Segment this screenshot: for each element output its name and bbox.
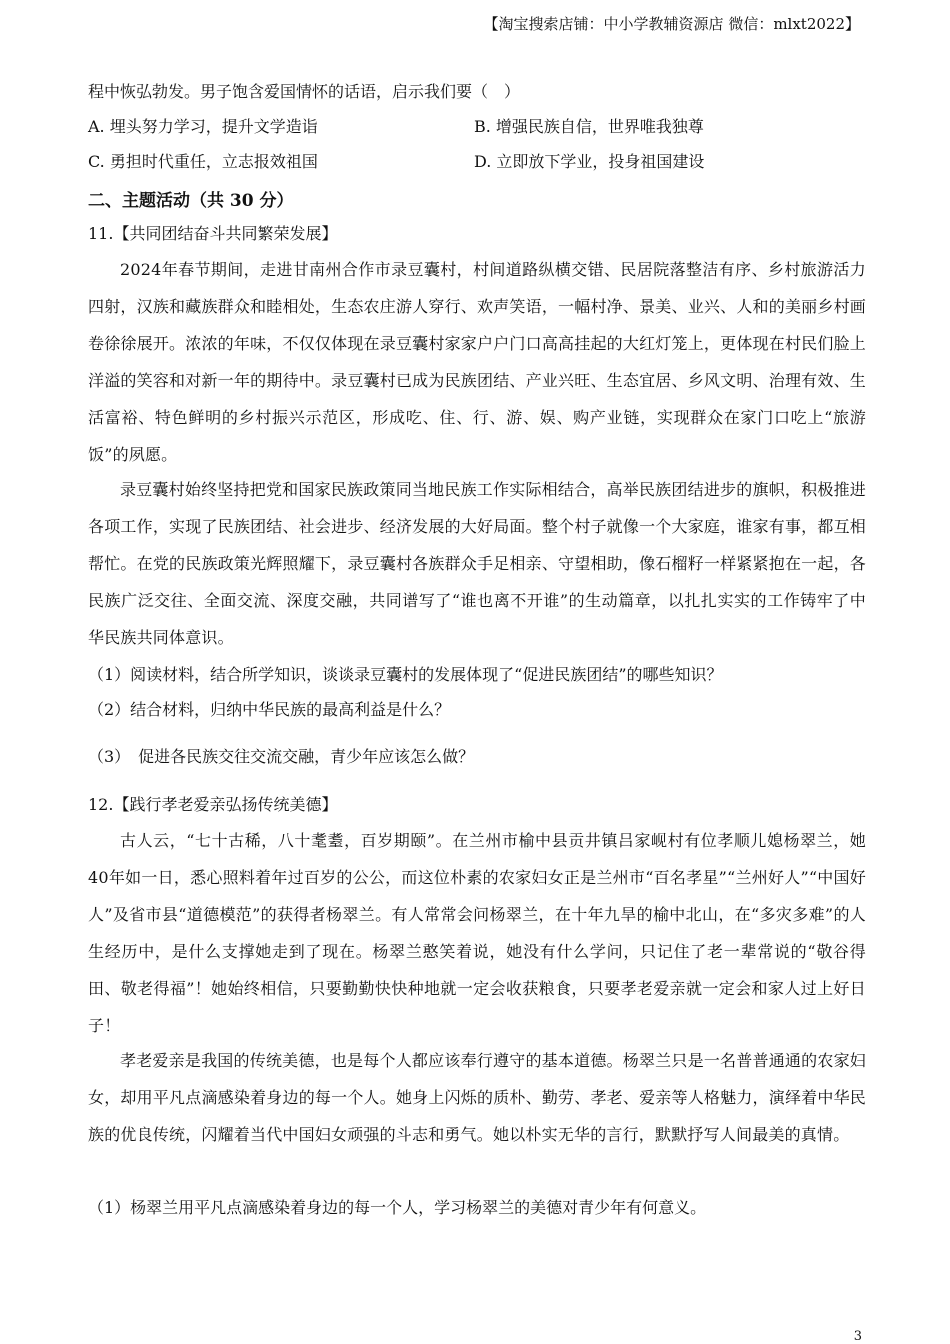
question-11-sub-3: （3） 促进各民族交往交流交融，青少年应该怎么做？	[88, 747, 475, 766]
question-10-stem-tail: 程中恢弘勃发。男子饱含爱国情怀的话语，启示我们要（ ）	[88, 82, 521, 101]
question-11-material-paragraph-2: 录豆囊村始终坚持把党和国家民族政策同当地民族工作实际相结合，高举民族团结进步的旗帜，积极推进各项工作，实现了民族团结、社会进步、经济发展的大好局面。整个村子就像一个大家庭，谁家有事，都互相帮忙。在党的民族政策光辉照耀下，录豆囊村各族群众手足相亲、守望相助，像石榴籽一样紧紧抱在一起，各民族广泛交往、全面交流、深度交融，共同谱写了“谁也离不开谁”的生动篇章，以扎扎实实的工作铸牢了中华民族共同体意识。	[88, 480, 866, 647]
section-2-title: 二、主题活动（共 30 分）	[88, 191, 294, 211]
question-12-sub-1: （1）杨翠兰用平凡点滴感染着身边的每一个人，学习杨翠兰的美德对青少年有何意义。	[88, 1198, 707, 1217]
question-12-material-paragraph-1: 古人云，“七十古稀，八十耄耋，百岁期颐”。在兰州市榆中县贡井镇吕家岘村有位孝顺儿媳杨翠兰，她40年如一日，悉心照料着年过百岁的公公，而这位朴素的农家妇女正是兰州市“百名孝星”“兰州好人”“中国好人”及省市县“道德模范”的获得者杨翠兰。有人常常会问杨翠兰，在十年九旱的榆中北山，在“多灾多难”的人生经历中，是什么支撑她走到了现在。杨翠兰憨笑着说，她没有什么学问，只记住了老一辈常说的“敬谷得田、敬老得福”！她始终相信，只要勤勤快快种地就一定会收获粮食，只要孝老爱亲就一定会和家人过上好日子！	[88, 831, 866, 1035]
option-d: D. 立即放下学业，投身祖国建设	[474, 152, 705, 171]
question-11-sub-1: （1）阅读材料，结合所学知识，谈谈录豆囊村的发展体现了“促进民族团结”的哪些知识？	[88, 665, 723, 684]
question-11-sub-2: （2）结合材料，归纳中华民族的最高利益是什么？	[88, 700, 451, 719]
page-header: 【淘宝搜索店铺：中小学教辅资源店 微信：mlxt2022】	[483, 15, 860, 33]
question-11-material-paragraph-1: 2024年春节期间，走进甘南州合作市录豆囊村，村间道路纵横交错、民居院落整洁有序、乡村旅游活力四射，汉族和藏族群众和睦相处，生态农庄游人穿行、欢声笑语，一幅村净、景美、业兴、人和的美丽乡村画卷徐徐展开。浓浓的年味，不仅仅体现在录豆囊村家家户户门口高高挂起的大红灯笼上，更体现在村民们脸上洋溢的笑容和对新一年的期待中。录豆囊村已成为民族团结、产业兴旺、生态宜居、乡风文明、治理有效、生活富裕、特色鲜明的乡村振兴示范区，形成吃、住、行、游、娱、购产业链，实现群众在家门口吃上“旅游饭”的夙愿。	[88, 260, 866, 464]
question-12-material-paragraph-2: 孝老爱亲是我国的传统美德，也是每个人都应该奉行遵守的基本道德。杨翠兰只是一名普普通通的农家妇女，却用平凡点滴感染着身边的每一个人。她身上闪烁的质朴、勤劳、孝老、爱亲等人格魅力，演绎着中华民族的优良传统，闪耀着当代中国妇女顽强的斗志和勇气。她以朴实无华的言行，默默抒写人间最美的真情。	[88, 1051, 866, 1144]
option-c: C. 勇担时代重任，立志报效祖国	[88, 152, 318, 171]
question-11-title: 11.【共同团结奋斗共同繁荣发展】	[88, 224, 338, 243]
option-a: A. 埋头努力学习，提升文学造诣	[88, 117, 318, 136]
page-number: 3	[853, 1329, 862, 1344]
question-12-title: 12.【践行孝老爱亲弘扬传统美德】	[88, 795, 338, 814]
option-b: B. 增强民族自信，世界唯我独尊	[474, 117, 704, 136]
